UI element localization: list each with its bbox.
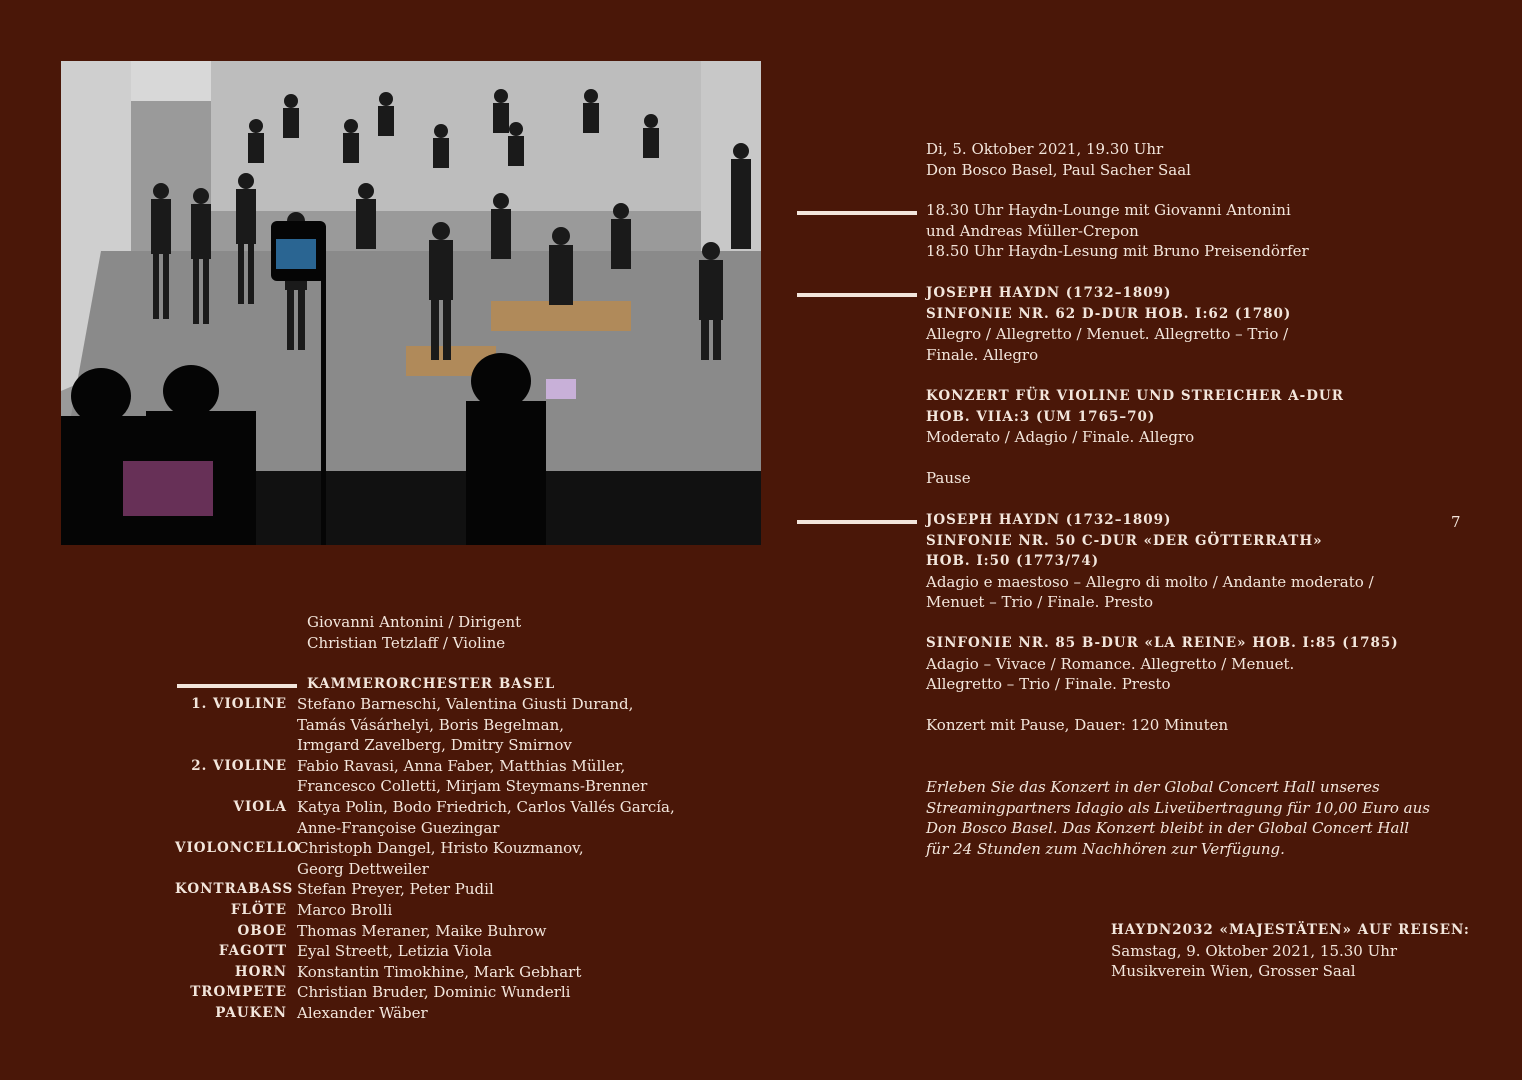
section-label: TROMPETE (190, 984, 287, 1001)
member-line: Georg Dettweiler (297, 859, 429, 878)
section-members (297, 756, 647, 797)
venue-line: Don Bosco Basel, Paul Sacher Saal (926, 160, 1191, 179)
section-label: VIOLONCELLO (175, 840, 300, 857)
movements-line: Allegro / Allegretto / Menuet. Allegretto – Trio / (926, 325, 1289, 344)
roster-row (175, 941, 675, 962)
composer-heading: JOSEPH HAYDN (1732–1809) (926, 512, 1172, 528)
member-line: Anne-Françoise Guezingar (297, 818, 500, 837)
concerto-block (926, 386, 1344, 448)
section-members (297, 900, 392, 921)
section-members (297, 879, 494, 900)
tour-block (1111, 920, 1470, 982)
movements-line: Moderato / Adagio / Finale. Allegro (926, 428, 1195, 447)
section-members (297, 962, 581, 983)
section-members (297, 982, 570, 1003)
duration-line: Konzert mit Pause, Dauer: 120 Minuten (926, 716, 1229, 734)
member-line: Fabio Ravasi, Anna Faber, Matthias Müller, (297, 756, 626, 775)
divider-rule (797, 293, 917, 297)
section-members (297, 797, 675, 838)
section-label: 1. VIOLINE (191, 696, 287, 712)
program-part-1 (926, 283, 1291, 365)
sinfonie-85-block (926, 633, 1399, 695)
movements-line: Adagio – Vivace / Romance. Allegretto / Menuet. (926, 654, 1295, 673)
member-line: Tamás Vásárhelyi, Boris Begelman, (297, 715, 565, 734)
streaming-note (926, 777, 1430, 859)
tour-date: Samstag, 9. Oktober 2021, 15.30 Uhr (1111, 941, 1398, 960)
roster-row (175, 962, 675, 983)
lounge-block (926, 200, 1309, 262)
soloist-line: Christian Tetzlaff / Violine (307, 633, 506, 652)
orchestra-name: KAMMERORCHESTER BASEL (307, 676, 556, 692)
roster-row (175, 694, 675, 756)
work-title: SINFONIE NR. 50 C-DUR «DER GÖTTERRATH» (926, 532, 1323, 549)
member-line: Christian Bruder, Dominic Wunderli (297, 983, 571, 1002)
roster-row (175, 756, 675, 797)
section-members (297, 941, 492, 962)
member-line: Stefano Barneschi, Valentina Giusti Durand, (297, 695, 634, 713)
orchestra-photo-illustration (61, 61, 761, 545)
lesung-line: 18.50 Uhr Haydn-Lesung mit Bruno Preisendörfer (926, 242, 1309, 261)
section-label: HORN (234, 963, 287, 980)
section-label: FAGOTT (218, 943, 287, 960)
lounge-line: und Andreas Müller-Crepon (926, 221, 1139, 240)
streaming-line: Erleben Sie das Konzert in der Global Concert Hall unseres (926, 778, 1380, 796)
divider-rule (797, 520, 917, 524)
roster-row (175, 879, 675, 900)
section-label: VIOLA (233, 798, 287, 815)
movements-line: Adagio e maestoso – Allegro di molto / Andante moderato / (926, 572, 1374, 591)
streaming-line: Streamingpartners Idagio als Liveübertragung für 10,00 Euro aus (926, 798, 1430, 817)
date-block (926, 139, 1191, 180)
roster-row (175, 982, 675, 1003)
roster-row (175, 1003, 675, 1024)
section-label: PAUKEN (215, 1004, 287, 1021)
lounge-line: 18.30 Uhr Haydn-Lounge mit Giovanni Antonini (926, 201, 1291, 219)
section-label: FLÖTE (230, 901, 287, 918)
program-part-2 (926, 510, 1374, 613)
movements-line: Finale. Allegro (926, 345, 1039, 364)
roster-row (175, 900, 675, 921)
divider-rule (177, 684, 297, 688)
member-line: Irmgard Zavelberg, Dmitry Smirnov (297, 736, 572, 755)
member-line: Katya Polin, Bodo Friedrich, Carlos Vallés García, (297, 797, 675, 816)
tour-heading: HAYDN2032 «MAJESTÄTEN» AUF REISEN: (1111, 922, 1470, 938)
soloists-block (307, 612, 521, 653)
page-number: 7 (1451, 513, 1461, 531)
streaming-line: für 24 Stunden zum Nachhören zur Verfügung. (926, 839, 1285, 858)
movements-line: Menuet – Trio / Finale. Presto (926, 593, 1154, 612)
work-title: KONZERT FÜR VIOLINE UND STREICHER A-DUR (926, 388, 1344, 404)
date-line: Di, 5. Oktober 2021, 19.30 Uhr (926, 140, 1164, 158)
orchestra-photo (61, 61, 761, 545)
member-line: Alexander Wäber (297, 1003, 428, 1022)
roster-row (175, 838, 675, 879)
member-line: Konstantin Timokhine, Mark Gebhart (297, 962, 582, 981)
member-line: Thomas Meraner, Maike Buhrow (297, 921, 547, 940)
roster-row (175, 797, 675, 838)
orchestra-roster (175, 694, 675, 1024)
member-line: Christoph Dangel, Hristo Kouzmanov, (297, 839, 584, 858)
section-members (297, 838, 584, 879)
member-line: Marco Brolli (297, 900, 393, 919)
work-title: SINFONIE NR. 62 D-DUR HOB. I:62 (1780) (926, 305, 1292, 322)
work-title: HOB. VIIA:3 (UM 1765–70) (926, 408, 1156, 425)
tour-venue: Musikverein Wien, Grosser Saal (1111, 962, 1356, 981)
section-members (297, 921, 547, 942)
conductor-line: Giovanni Antonini / Dirigent (307, 613, 522, 631)
divider-rule (797, 211, 917, 215)
member-line: Eyal Streett, Letizia Viola (297, 942, 492, 961)
composer-heading: JOSEPH HAYDN (1732–1809) (926, 285, 1172, 301)
section-members (297, 1003, 428, 1024)
roster-row (175, 921, 675, 942)
section-label: OBOE (237, 922, 287, 939)
member-line: Stefan Preyer, Peter Pudil (297, 880, 494, 899)
work-title: HOB. I:50 (1773/74) (926, 553, 1100, 570)
member-line: Francesco Colletti, Mirjam Steymans-Brenner (297, 777, 648, 796)
movements-line: Allegretto – Trio / Finale. Presto (926, 675, 1171, 694)
work-title: SINFONIE NR. 85 B-DUR «LA REINE» HOB. I:85 (1785) (926, 635, 1399, 651)
streaming-line: Don Bosco Basel. Das Konzert bleibt in der Global Concert Hall (926, 819, 1410, 838)
section-members (297, 694, 633, 756)
pause-label: Pause (926, 469, 971, 487)
section-label: 2. VIOLINE (191, 757, 287, 774)
section-label: KONTRABASS (175, 881, 294, 898)
